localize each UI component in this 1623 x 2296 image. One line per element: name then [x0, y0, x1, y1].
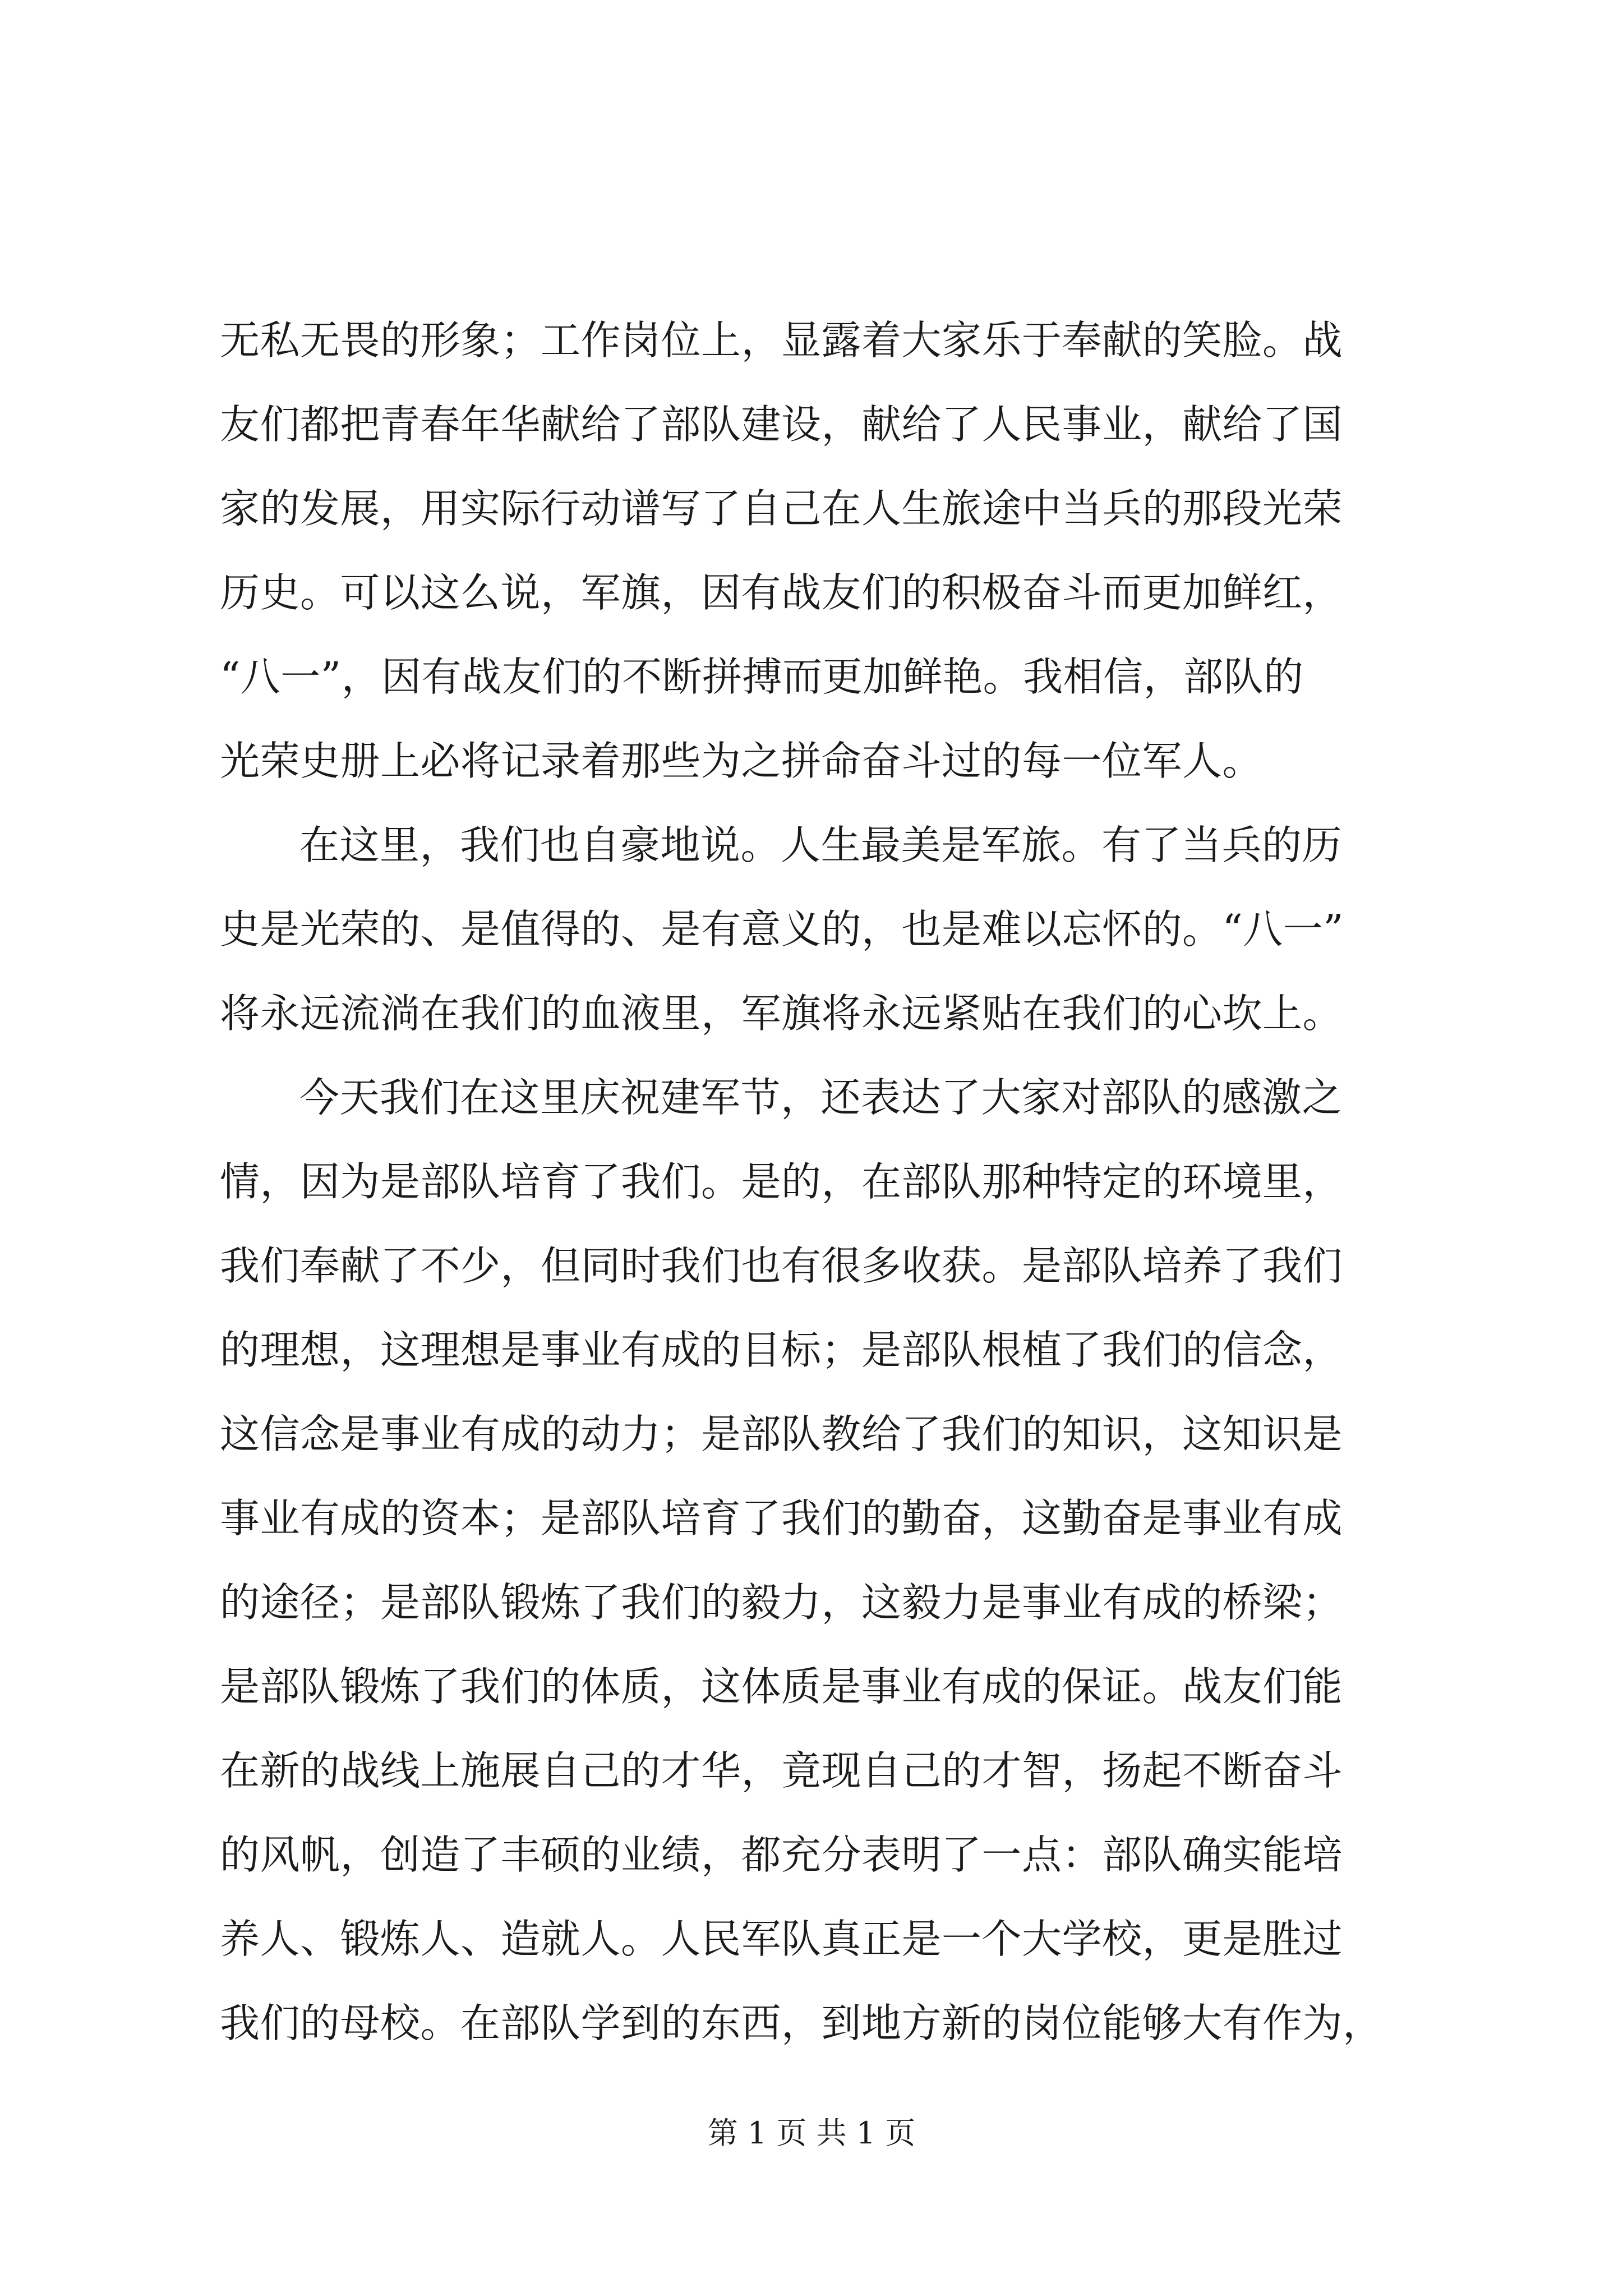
- text-line: 的理想，这理想是事业有成的目标；是部队根植了我们的信念，: [220, 1327, 1343, 1373]
- text-line: 家的发展，用实际行动谱写了自己在人生旅途中当兵的那段光荣: [220, 485, 1343, 532]
- text-line: 养人、锻炼人、造就人。人民军队真正是一个大学校，更是胜过: [220, 1916, 1343, 1962]
- text-line: 将永远流淌在我们的血液里，军旗将永远紧贴在我们的心坎上。: [220, 990, 1343, 1037]
- text-line: 在新的战线上施展自己的才华，竟现自己的才智，扬起不断奋斗: [220, 1747, 1343, 1794]
- text-line: 的风帆，创造了丰硕的业绩，都充分表明了一点：部队确实能培: [220, 1832, 1343, 1878]
- paragraph-first-line: 在这里，我们也自豪地说。人生最美是军旅。有了当兵的历: [299, 822, 1343, 868]
- text-line: “八一”，因有战友们的不断拼搏而更加鲜艳。我相信，部队的: [220, 654, 1304, 700]
- text-line: 我们奉献了不少，但同时我们也有很多收获。是部队培养了我们: [220, 1243, 1343, 1289]
- text-line: 我们的母校。在部队学到的东西，到地方新的岗位能够大有作为，: [220, 2000, 1383, 2046]
- paragraph-first-line: 今天我们在这里庆祝建军节，还表达了大家对部队的感激之: [299, 1074, 1343, 1121]
- text-line: 事业有成的资本；是部队培育了我们的勤奋，这勤奋是事业有成: [220, 1495, 1343, 1542]
- text-line: 光荣史册上必将记录着那些为之拼命奋斗过的每一位军人。: [220, 738, 1263, 784]
- text-line: 史是光荣的、是值得的、是有意义的，也是难以忘怀的。“八一”: [220, 906, 1344, 953]
- text-line: 历史。可以这么说，军旗，因有战友们的积极奋斗而更加鲜红，: [220, 569, 1343, 616]
- text-line: 是部队锻炼了我们的体质，这体质是事业有成的保证。战友们能: [220, 1663, 1343, 1710]
- text-line: 友们都把青春年华献给了部队建设，献给了人民事业，献给了国: [220, 401, 1343, 448]
- page-number-footer: 第 1 页 共 1 页: [707, 2115, 916, 2151]
- text-line: 的途径；是部队锻炼了我们的毅力，这毅力是事业有成的桥梁；: [220, 1579, 1343, 1626]
- text-line: 这信念是事业有成的动力；是部队教给了我们的知识，这知识是: [220, 1411, 1343, 1457]
- text-line: 无私无畏的形象；工作岗位上，显露着大家乐于奉献的笑脸。战: [220, 317, 1343, 364]
- text-line: 情，因为是部队培育了我们。是的，在部队那种特定的环境里，: [220, 1158, 1343, 1205]
- document-body: [220, 298, 1420, 2065]
